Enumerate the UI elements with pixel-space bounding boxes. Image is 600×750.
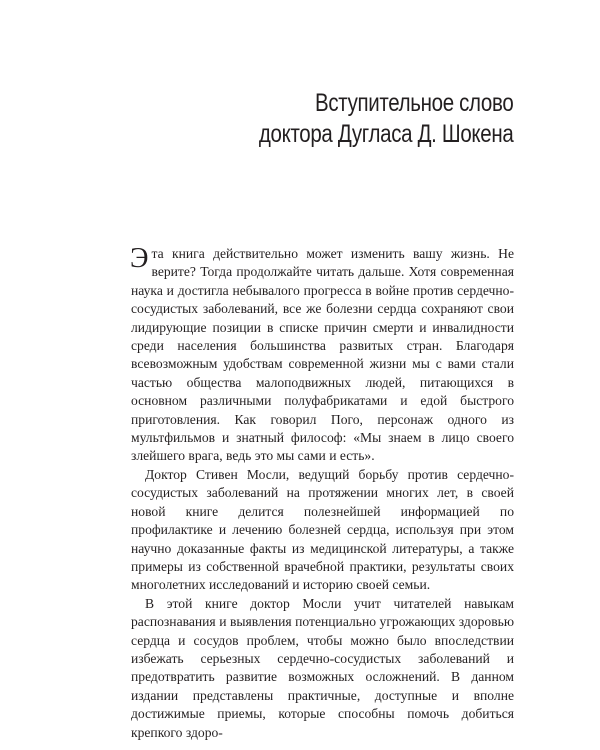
body-text <box>131 245 514 742</box>
paragraph-3: В этой книге доктор Мосли учит читателей навыкам распознавания и выявления потенциально угрожающих здоровью сердца и сосудов проблем, чтобы можно было впоследствии избежать серьезных сердечно-сосудистых заболеваний и предотвратить развитие возможных осложнений. В данном издании представлены практичные, доступные и вполне достижимые приемы, которые способны помочь добиться крепкого здоро- <box>131 595 514 740</box>
paragraph-1 <box>131 245 514 466</box>
paragraph-1-text: та книга действительно может изменить вашу жизнь. Не верите? Тогда продолжайте читать дальше. Хотя современная наука и достигла небывалого прогресса в войне против сердечно-сосудистых заболеваний, все же болезни сердца сохраняют свои лидирующие позиции в списке причин смерти и инвалидности среди населения большинства развитых стран. Благодаря всевозможным удобствам современной жизни мы с вами стали частью общества малоподвижных людей, питающихся в основном различными полуфабрикатами и едой быстрого приготовления. Как говорил Пого, персонаж одного из мультфильмов и знатный философ: «Мы знаем в лицо своего злейшего врага, ведь это мы сами и есть». <box>131 246 514 464</box>
chapter-title-line-1: Вступительное слово <box>314 89 513 117</box>
chapter-title <box>258 88 513 150</box>
drop-cap: Э <box>130 243 149 274</box>
paragraph-2: Доктор Стивен Мосли, ведущий борьбу против сердечно-сосудистых заболеваний на протяжении многих лет, в своей новой книге делится полезнейшей информацией по профилактике и лечению болезней сердца, используя при этом научно доказанные факты из медицинской литературы, а также примеры из собственной врачебной практики, результаты своих многолетних исследований и историю своей семьи. <box>131 466 514 593</box>
chapter-title-line-2: доктора Дугласа Д. Шокена <box>258 120 513 148</box>
